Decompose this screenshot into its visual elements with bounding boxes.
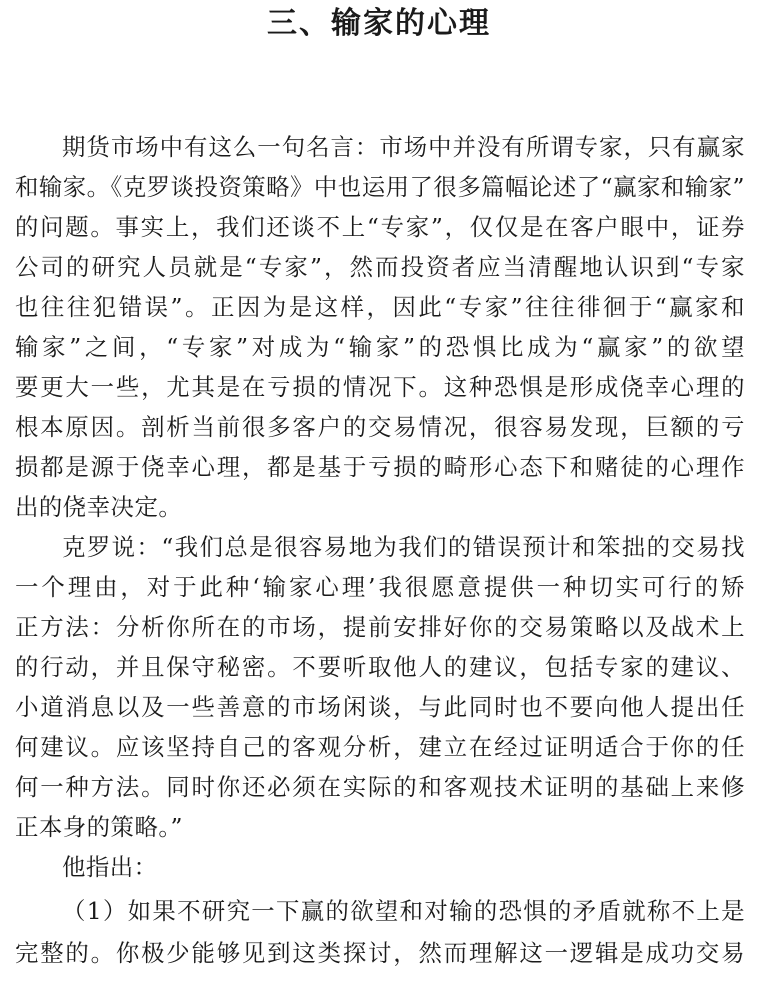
paragraph-1-line-4: 公司的研究人员就是“专家”，然而投资者应当清醒地认识到“专家 [15, 253, 745, 281]
paragraph-1-line-10: 出的侥幸决定。 [15, 493, 183, 521]
paragraph-2-line-4: 的行动，并且保守秘密。不要听取他人的建议，包括专家的建议、 [15, 653, 745, 681]
paragraph-1-line-7: 要更大一些，尤其是在亏损的情况下。这种恐惧是形成侥幸心理的 [15, 373, 745, 401]
paragraph-2-line-5: 小道消息以及一些善意的市场闲谈，与此同时也不要向他人提出任 [15, 693, 745, 721]
paragraph-3-line-1: 他指出： [62, 853, 158, 881]
paragraph-2-line-7: 何一种方法。同时你还必须在实际的和客观技术证明的基础上来修 [15, 773, 745, 801]
section-title: 三、输家的心理 [267, 6, 491, 41]
paragraph-1-line-2: 和输家。《克罗谈投资策略》中也运用了很多篇幅论述了“赢家和输家” [15, 173, 745, 201]
paragraph-2-line-8: 正本身的策略。” [15, 813, 183, 841]
paragraph-1-line-9: 损都是源于侥幸心理，都是基于亏损的畸形心态下和赌徒的心理作 [15, 453, 745, 481]
paragraph-1-line-1: 期货市场中有这么一句名言：市场中并没有所谓专家，只有赢家 [62, 133, 745, 161]
paragraph-2-line-6: 何建议。应该坚持自己的客观分析，建立在经过证明适合于你的任 [15, 733, 745, 761]
paragraph-1-line-5: 也往往犯错误”。正因为是这样，因此“专家”往往徘徊于“赢家和 [15, 293, 745, 321]
paragraph-2-line-1: 克罗说：“我们总是很容易地为我们的错误预计和笨拙的交易找 [62, 533, 745, 561]
paragraph-1-line-6: 输家”之间，“专家”对成为“输家”的恐惧比成为“赢家”的欲望 [15, 333, 745, 361]
paragraph-1-line-3: 的问题。事实上，我们还谈不上“专家”，仅仅是在客户眼中，证券 [15, 213, 745, 241]
paragraph-4-line-1: （1）如果不研究一下赢的欲望和对输的恐惧的矛盾就称不上是 [62, 897, 745, 925]
paragraph-2-line-2: 一个理由，对于此种‘输家心理’我很愿意提供一种切实可行的矫 [15, 573, 745, 601]
paragraph-4-line-2: 完整的。你极少能够见到这类探讨，然而理解这一逻辑是成功交易 [15, 939, 745, 967]
paragraph-1-line-8: 根本原因。剖析当前很多客户的交易情况，很容易发现，巨额的亏 [15, 413, 745, 441]
paragraph-2-line-3: 正方法：分析你所在的市场，提前安排好你的交易策略以及战术上 [15, 613, 745, 641]
